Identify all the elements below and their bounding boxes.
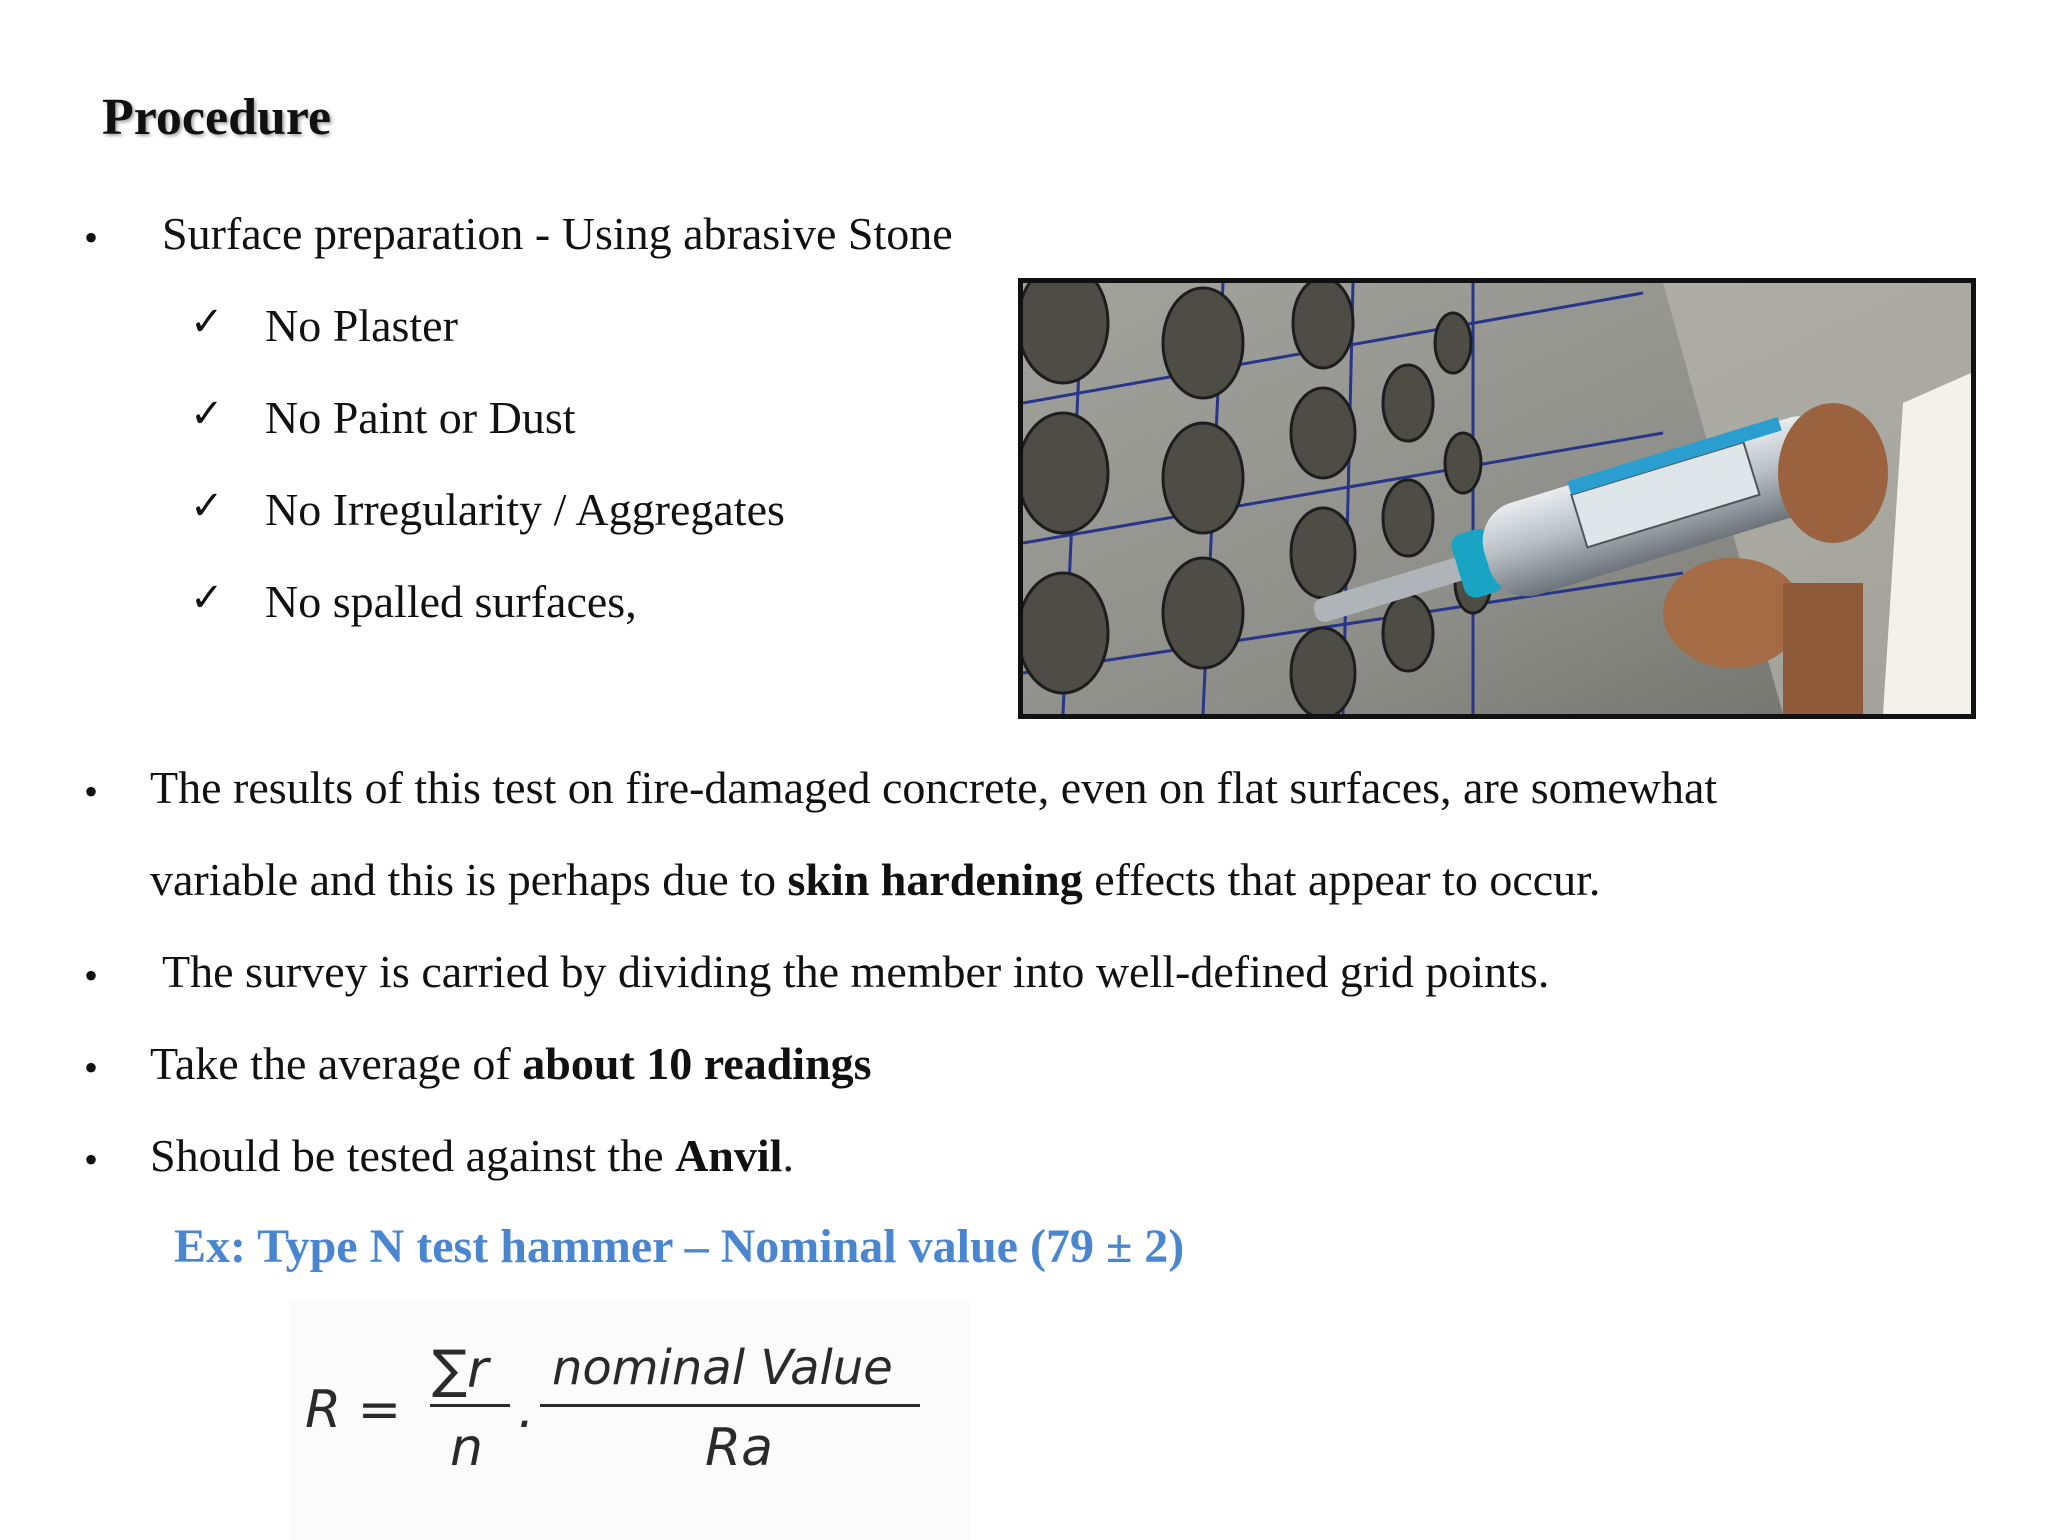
check-icon: ✓	[190, 575, 224, 620]
check-item: No Plaster	[265, 300, 458, 351]
results-text-line1: The results of this test on fire-damaged concrete, even on flat surfaces, are somewhat	[150, 762, 1718, 813]
formula-nominal-numerator: nominal Value	[552, 1340, 893, 1396]
check-item: No spalled surfaces,	[265, 576, 637, 627]
average-text-pre: Take the average of	[150, 1038, 523, 1089]
rebound-formula	[290, 1300, 970, 1540]
survey-text: The survey is carried by dividing the member into well-defined grid points.	[162, 946, 1550, 997]
formula-sum-denominator: n	[450, 1418, 483, 1478]
anvil-text-pre: Should be tested against the	[150, 1130, 676, 1181]
anvil-text-post: .	[782, 1130, 794, 1181]
example-text: Ex: Type N test hammer – Nominal value (79 ± 2)	[174, 1220, 1185, 1273]
results-text-pre: variable and this is perhaps due to	[150, 854, 788, 905]
about-10-readings-emphasis: about 10 readings	[522, 1038, 872, 1089]
surface-prep-text: Surface preparation - Using abrasive Stone	[162, 208, 953, 259]
bullet-marker: •	[84, 1045, 99, 1090]
bullet-marker: •	[84, 1137, 99, 1182]
anvil-text	[150, 1128, 794, 1183]
anvil-emphasis: Anvil	[675, 1130, 783, 1181]
formula-fraction-bar	[430, 1404, 510, 1407]
formula-lhs: R =	[305, 1380, 402, 1440]
photo-illustration	[1023, 283, 1971, 714]
formula-dot: .	[518, 1380, 535, 1440]
formula-ra-denominator: Ra	[705, 1418, 773, 1478]
skin-hardening-emphasis: skin hardening	[787, 854, 1083, 905]
average-text	[150, 1036, 872, 1091]
check-icon: ✓	[190, 299, 224, 344]
bullet-marker: •	[84, 953, 99, 998]
page-title: Procedure	[102, 89, 332, 146]
check-icon: ✓	[190, 391, 224, 436]
check-icon: ✓	[190, 483, 224, 528]
formula-sum-numerator: ∑r	[432, 1340, 489, 1400]
results-text-post: effects that appear to occur.	[1082, 854, 1601, 905]
rebound-hammer-photo	[1018, 278, 1976, 719]
check-item: No Paint or Dust	[265, 392, 576, 443]
formula-fraction-bar	[540, 1404, 920, 1407]
bullet-marker: •	[84, 769, 99, 814]
bullet-marker: •	[84, 215, 99, 260]
results-text-line2	[150, 852, 1600, 907]
check-item: No Irregularity / Aggregates	[265, 484, 785, 535]
